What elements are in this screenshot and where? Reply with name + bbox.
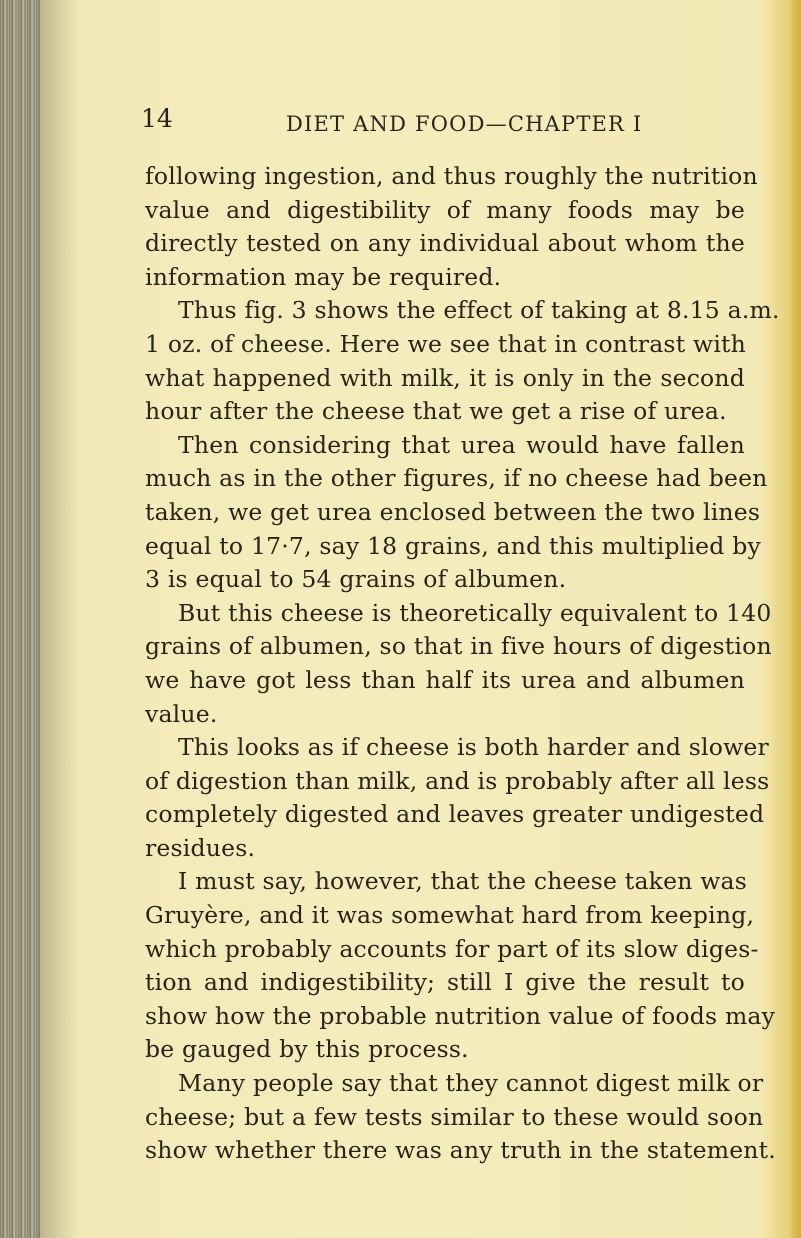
text-line: residues. [145,833,256,862]
text-line: show how the probable nutrition value of foods may [145,1001,776,1030]
text-line: grains of albumen, so that in five hours of digestion [145,632,772,661]
text-line: show whether there was any truth in the statement. [145,1136,776,1165]
text-line: Gruyère, and it was somewhat hard from keeping, [145,901,755,930]
text-line: tion and indigestibility; still I give the result to [145,968,745,997]
text-line: cheese; but a few tests similar to these would soon [145,1102,764,1131]
page-header [141,104,741,142]
text-line: 1 oz. of cheese. Here we see that in contrast with [145,329,747,358]
text-line: hour after the cheese that we get a rise of urea. [145,397,727,426]
text-line: Many people say that they cannot digest milk or [178,1069,764,1098]
text-line: much as in the other figures, if no cheese had been [145,464,768,493]
text-line: following ingestion, and thus roughly the nutrition [145,162,758,190]
text-line: But this cheese is theoretically equivalent to 140 [178,598,772,627]
text-line: information may be required. [145,262,502,291]
text-line: Then considering that urea would have fallen [178,430,745,459]
text-line: we have got less than half its urea and albumen [145,665,745,694]
text-line: equal to 17·7, say 18 grains, and this multiplied by [145,531,761,560]
page-edge [789,0,801,1238]
text-line: value and digestibility of many foods may be [145,195,745,224]
text-line: directly tested on any individual about whom the [145,229,745,258]
text-line: taken, we get urea enclosed between the two lines [145,497,761,526]
text-line: value. [145,699,218,728]
running-head: DIET AND FOOD—CHAPTER I [286,112,643,136]
text-line: I must say, however, that the cheese taken was [178,867,747,896]
text-line: of digestion than milk, and is probably after all less [145,766,770,795]
text-line: This looks as if cheese is both harder and slower [178,733,769,762]
page-number: 14 [141,104,173,133]
text-line: 3 is equal to 54 grains of albumen. [145,565,567,594]
text-line: be gauged by this process. [145,1035,469,1064]
text-line: what happened with milk, it is only in the second [145,363,745,392]
text-line: completely digested and leaves greater undigested [145,800,765,829]
text-line: Thus fig. 3 shows the effect of taking at 8.15 a.m. [178,296,780,325]
body-text [145,160,780,1168]
book-binding [0,0,40,1238]
text-line: which probably accounts for part of its slow diges- [145,934,759,963]
gutter-shadow [40,0,80,1238]
